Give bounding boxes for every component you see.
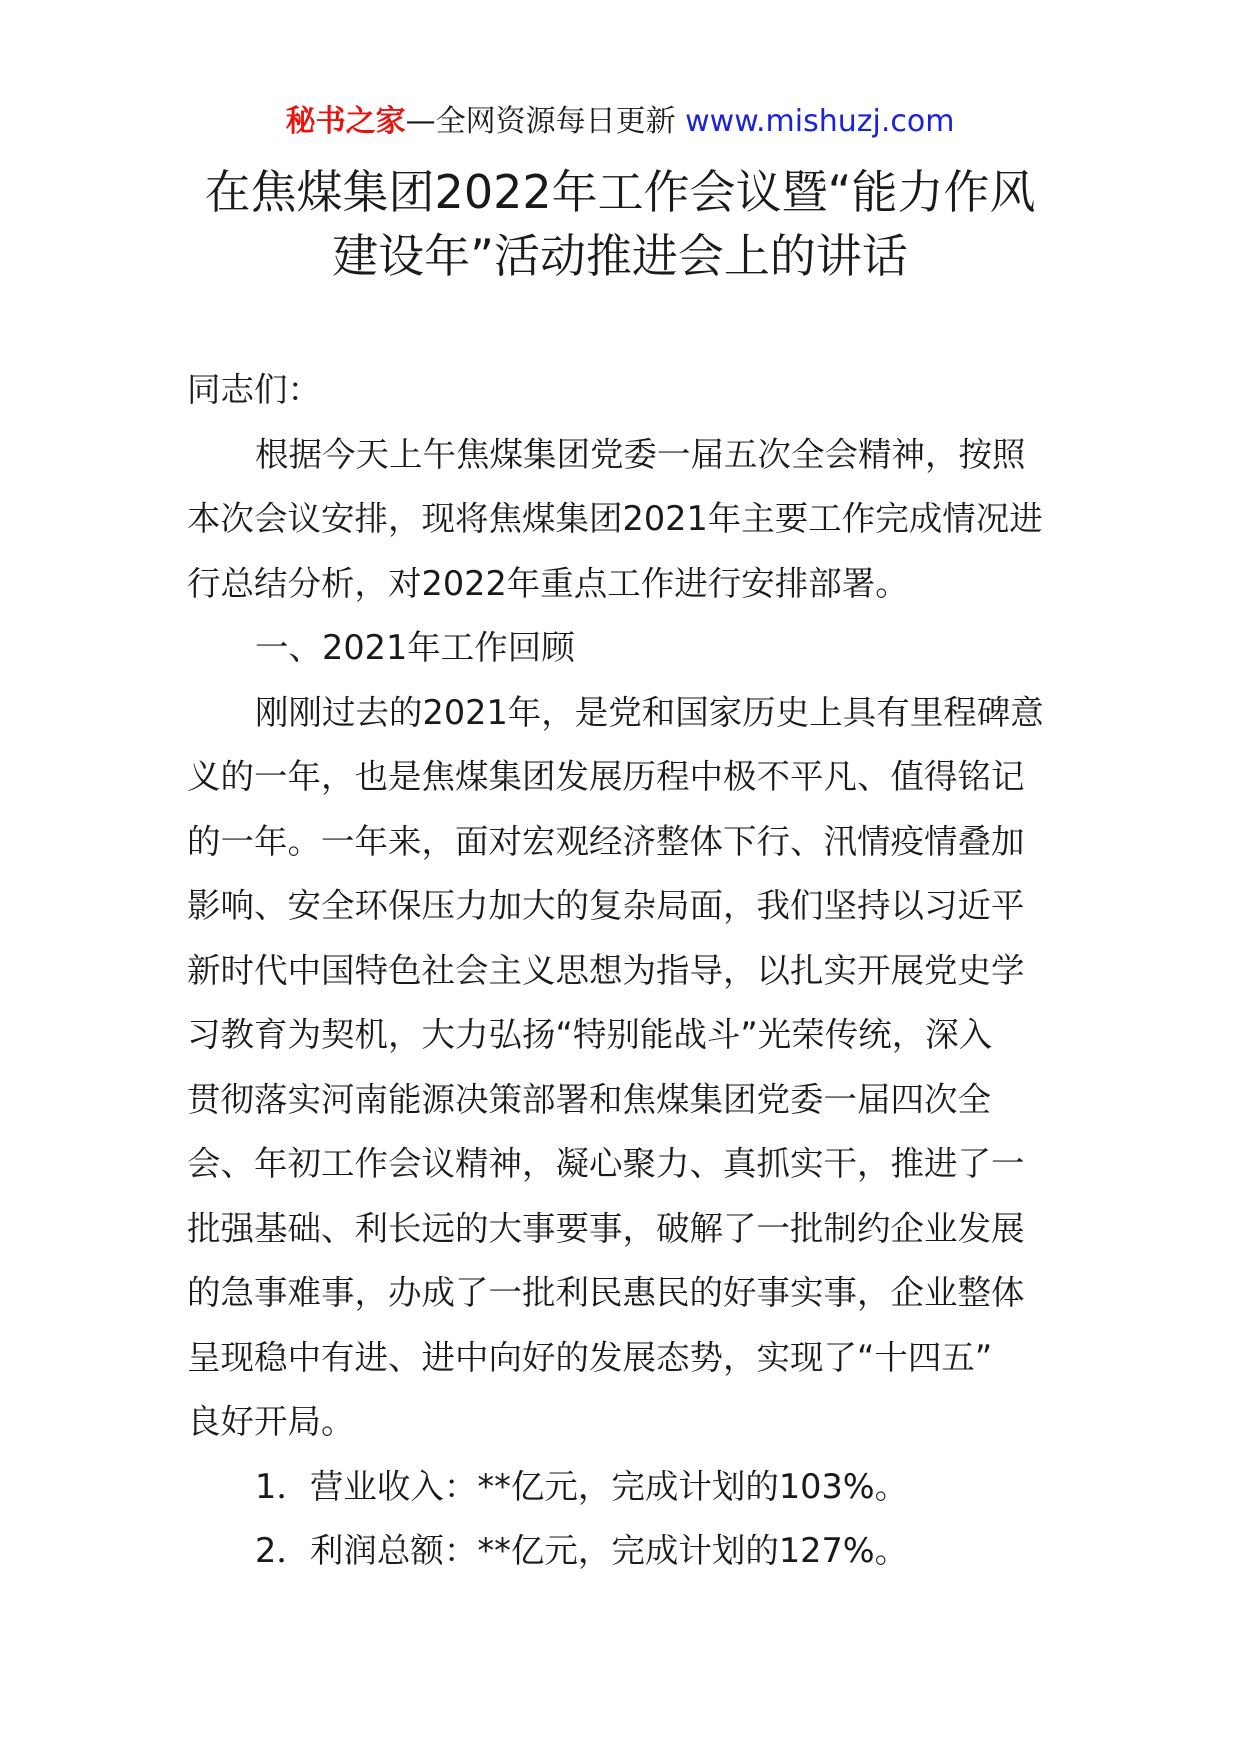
header-tagline: —全网资源每日更新	[405, 104, 686, 139]
paragraph-line: 影响、安全环保压力加大的复杂局面，我们坚持以习近平	[187, 886, 1025, 925]
paragraph-line: 刚刚过去的2021年，是党和国家历史上具有里程碑意	[255, 692, 1044, 732]
document-body	[187, 358, 1053, 1584]
list-item: 1．营业收入：**亿元，完成计划的103%。	[255, 1466, 909, 1506]
site-url-link[interactable]: www.mishuzj.com	[685, 104, 955, 139]
paragraph-line: 习教育为契机，大力弘扬“特别能战斗”光荣传统，深入	[187, 1015, 993, 1054]
greeting: 同志们：	[187, 370, 321, 409]
paragraph-line: 根据今天上午焦煤集团党委一届五次全会精神，按照	[255, 434, 1026, 474]
paragraph-line: 良好开局。	[187, 1402, 355, 1441]
paragraph-line: 行总结分析，对2022年重点工作进行安排部署。	[187, 563, 909, 603]
paragraph-line: 贯彻落实河南能源决策部署和焦煤集团党委一届四次全	[187, 1079, 991, 1119]
paragraph-line: 本次会议安排，现将焦煤集团2021年主要工作完成情况进	[187, 499, 1043, 538]
site-header	[0, 100, 1240, 144]
document-title	[160, 160, 1080, 288]
paragraph-line: 新时代中国特色社会主义思想为指导，以扎实开展党史学	[187, 950, 1025, 990]
paragraph-line: 的急事难事，办成了一批利民惠民的好事实事，企业整体	[187, 1273, 1025, 1312]
paragraph-line: 的一年。一年来，面对宏观经济整体下行、汛情疫情叠加	[187, 821, 1025, 861]
title-line-1: 在焦煤集团2022年工作会议暨“能力作风	[204, 165, 1036, 219]
title-line-2: 建设年”活动推进会上的讲话	[332, 229, 908, 283]
section-heading: 一、2021年工作回顾	[255, 628, 575, 667]
list-item: 2．利润总额：**亿元，完成计划的127%。	[255, 1531, 909, 1570]
brand-name: 秘书之家	[285, 104, 406, 139]
paragraph-line: 会、年初工作会议精神，凝心聚力、真抓实干，推进了一	[187, 1144, 1025, 1183]
paragraph-line: 呈现稳中有进、进中向好的发展态势，实现了“十四五”	[187, 1337, 993, 1377]
paragraph-line: 义的一年，也是焦煤集团发展历程中极不平凡、值得铭记	[187, 757, 1025, 796]
paragraph-line: 批强基础、利长远的大事要事，破解了一批制约企业发展	[187, 1208, 1025, 1248]
